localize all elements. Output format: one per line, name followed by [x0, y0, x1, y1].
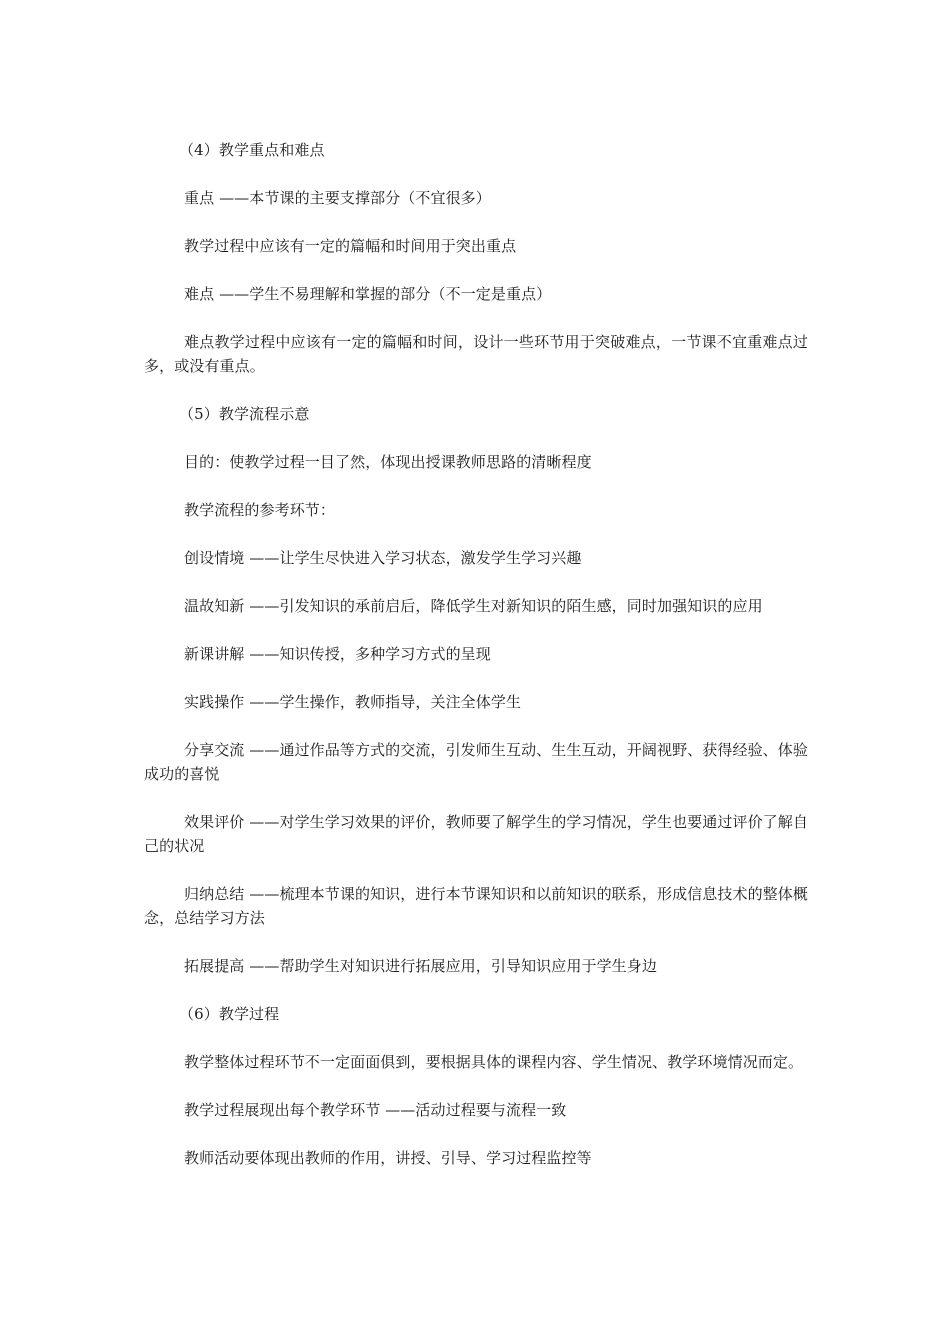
list-item-new-lesson: 新课讲解 ——知识传授，多种学习方式的呈现: [184, 645, 491, 663]
paragraph-flow-purpose: 目的：使教学过程一目了然，体现出授课教师思路的清晰程度: [184, 453, 592, 471]
paragraph-key-point-time: 教学过程中应该有一定的篇幅和时间用于突出重点: [184, 237, 517, 255]
section-heading-flow: （5）教学流程示意: [179, 405, 310, 423]
paragraph-difficulty-teaching: 难点教学过程中应该有一定的篇幅和时间，设计一些环节用于突破难点，一节课不宜重难点过多，或没有重点。: [144, 333, 808, 375]
paragraph-process-overview: 教学整体过程环节不一定面面俱到，要根据具体的课程内容、学生情况、教学环境情况而定。: [184, 1053, 804, 1071]
list-item-summary: 归纳总结 ——梳理本节课的知识，进行本节课知识和以前知识的联系，形成信息技术的整体概念，总结学习方法: [144, 885, 808, 927]
paragraph-process-steps: 教学过程展现出每个教学环节 ——活动过程要与流程一致: [184, 1101, 567, 1119]
paragraph-flow-steps-intro: 教学流程的参考环节：: [184, 501, 336, 519]
section-heading-process: （6）教学过程: [179, 1005, 280, 1023]
paragraph-difficulty-definition: 难点 ——学生不易理解和掌握的部分（不一定是重点）: [184, 285, 552, 303]
paragraph-teacher-activity: 教师活动要体现出教师的作用，讲授、引导、学习过程监控等: [184, 1149, 592, 1167]
list-item-extension: 拓展提高 ——帮助学生对知识进行拓展应用，引导知识应用于学生身边: [184, 957, 657, 975]
document-body: [144, 138, 808, 1194]
list-item-situation: 创设情境 ——让学生尽快进入学习状态，激发学生学习兴趣: [184, 549, 582, 567]
list-item-evaluation: 效果评价 ——对学生学习效果的评价，教师要了解学生的学习情况，学生也要通过评价了解自己的状况: [144, 813, 808, 855]
list-item-review: 温故知新 ——引发知识的承前启后，降低学生对新知识的陌生感，同时加强知识的应用: [184, 597, 763, 615]
paragraph-key-point-definition: 重点 ——本节课的主要支撑部分（不宜很多）: [184, 189, 491, 207]
list-item-practice: 实践操作 ——学生操作，教师指导，关注全体学生: [184, 693, 522, 711]
section-heading-key-points: （4）教学重点和难点: [179, 141, 325, 159]
list-item-sharing: 分享交流 ——通过作品等方式的交流，引发师生互动、生生互动，开阔视野、获得经验、体验成功的喜悦: [144, 741, 808, 783]
